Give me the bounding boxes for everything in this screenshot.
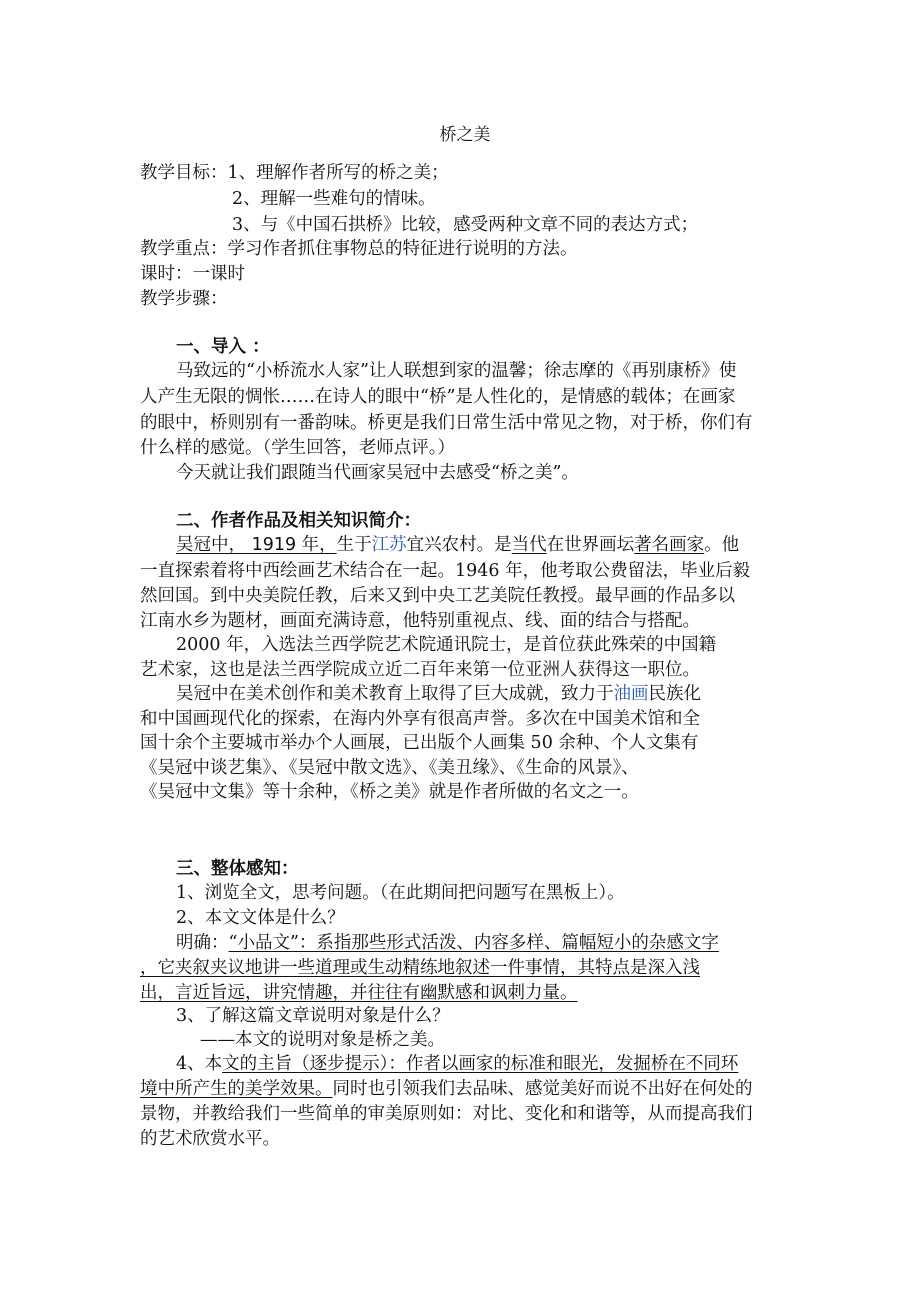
s1-p1-line-3: 的眼中，桥则别有一番韵味。桥更是我们日常生活中常见之物，对于桥，你们有 [140,413,753,433]
goal-3: 3、与《中国石拱桥》比较，感受两种文章不同的表达方式； [232,215,699,235]
goal-1: 1、理解作者所写的桥之美； [227,163,449,183]
q4-rest-text: 同时也引领我们去品味、感觉美好而说不出好在何处的 [332,1079,753,1099]
achievement-text: 吴冠中在美术创作和美术教育上取得了巨大成就，致力于 [176,684,614,704]
q4-prefix: 4、本 [176,1054,223,1074]
question-4-line-1 [176,1051,738,1077]
s2-p2-line-1: 2000 年，入选法兰西学院艺术院通讯院士，是首位获此殊荣的中国籍 [176,635,717,655]
s2-p3-line-2: 和中国画现代化的探索，在海内外享有很高声誉。多次在中国美术馆和全 [140,709,700,729]
hometown-text: 宜兴农村。是 [406,535,512,555]
contemporary-term: 当代 [511,535,547,555]
jiangsu-link[interactable]: 江苏 [371,535,407,555]
section-1-heading: 一、导入 ： [176,337,270,357]
s2-p1-line-4: 江南水乡为题材，画面充满诗意，他特别重视点、线、面的结合与搭配。 [140,611,700,631]
answer-2-line-2: ，它夹叙夹议地讲一些道理或生动精练地叙述一件事情，其特点是深入浅 [140,958,700,978]
section-3-heading: 三、整体感知： [176,859,299,879]
answer-2-text: “小品文”：系指那些形式活泼、内容多样、篇幅短小的杂感文字 [228,933,719,953]
birth-year: 1919 年， [246,535,337,555]
s1-p1-line-1: 马致远的“小桥流水人家”让人联想到家的温馨；徐志摩的《再别康桥》使 [176,361,737,381]
s2-p3-line-4: 《吴冠中谈艺集》、《吴冠中散文选》、《美丑缘》、《生命的风景》、 [140,758,639,778]
oil-painting-link[interactable]: 油画 [613,684,649,704]
s2-p1-line-1 [176,532,739,558]
teaching-steps: 教学步骤： [140,289,228,309]
s2-p2-line-2: 艺术家，这也是法兰西学院成立近二百年来第一位亚洲人获得这一职位。 [140,660,700,680]
s1-p2: 今天就让我们跟随当代画家吴冠中去感受“桥之美”。 [176,463,579,483]
section-2-heading: 二、作者作品及相关知识简介： [176,511,421,531]
famous-painter-term: 著名画家 [634,535,705,555]
author-name: 吴冠中， [176,535,246,555]
goals-label: 教学目标： [140,163,228,183]
answer-label: 明确： [176,933,229,953]
teaching-focus: 教学重点：学习作者抓住事物总的特征进行说明的方法。 [140,239,578,259]
question-4-line-2 [140,1076,753,1102]
goals-line-1 [140,160,449,186]
answer-2-line-1 [176,930,719,956]
question-4-line-3: 景物，并教给我们一些简单的审美原则如：对比、变化和和谐等，从而提高我们 [140,1104,753,1124]
goal-2: 2、理解一些难句的情味。 [232,189,436,209]
question-3: 3、了解这篇文章说明对象是什么？ [176,1006,450,1026]
s2-p3-line-3: 国十余个主要城市举办个人画展，已出版个人画集 50 余种、个人文集有 [140,733,699,753]
he-text: 。他 [704,535,740,555]
question-4-line-4: 的艺术欣赏水平。 [140,1129,280,1149]
class-period: 课时：一课时 [140,264,245,284]
q4-aesthetic-effect: 境中所产生的美学效果。 [140,1079,333,1099]
answer-2-line-3: 出，言近旨远，讲究情趣，并往往有幽默感和讽刺力量。 [140,983,578,1003]
s2-p3-line-1 [176,681,701,707]
s2-p3-line-5: 《吴冠中文集》等十余种，《桥之美》就是作者所做的名文之一。 [140,782,639,802]
question-1: 1、浏览全文，思考问题。（在此期间把问题写在黑板上）。 [176,883,625,903]
s1-p1-line-4: 什么样的感觉。（学生回答，老师点评。） [140,438,455,458]
s2-p1-line-2: 一直探索着将中西绘画艺术结合在一起。1946 年，他考取公费留法，毕业后毅 [140,561,751,581]
world-text: 在世界画坛 [546,535,635,555]
s2-p1-line-3: 然回国。到中央美院任教，后来又到中央工艺美院任教授。最早画的作品多以 [140,586,735,606]
s1-p1-line-2: 人产生无限的惆怅……在诗人的眼中“桥”是人性化的，是情感的载体；在画家 [140,387,736,407]
q4-theme-text: 文的主旨（逐步提示）：作者以画家的标准和眼光，发掘桥在不同环 [222,1054,739,1074]
nationalization-text: 民族化 [648,684,701,704]
page-title: 桥之美 [439,125,491,145]
born-text: 生于 [336,535,372,555]
question-2: 2、本文文体是什么？ [176,908,345,928]
answer-3: ——本文的说明对象是桥之美。 [200,1030,445,1050]
